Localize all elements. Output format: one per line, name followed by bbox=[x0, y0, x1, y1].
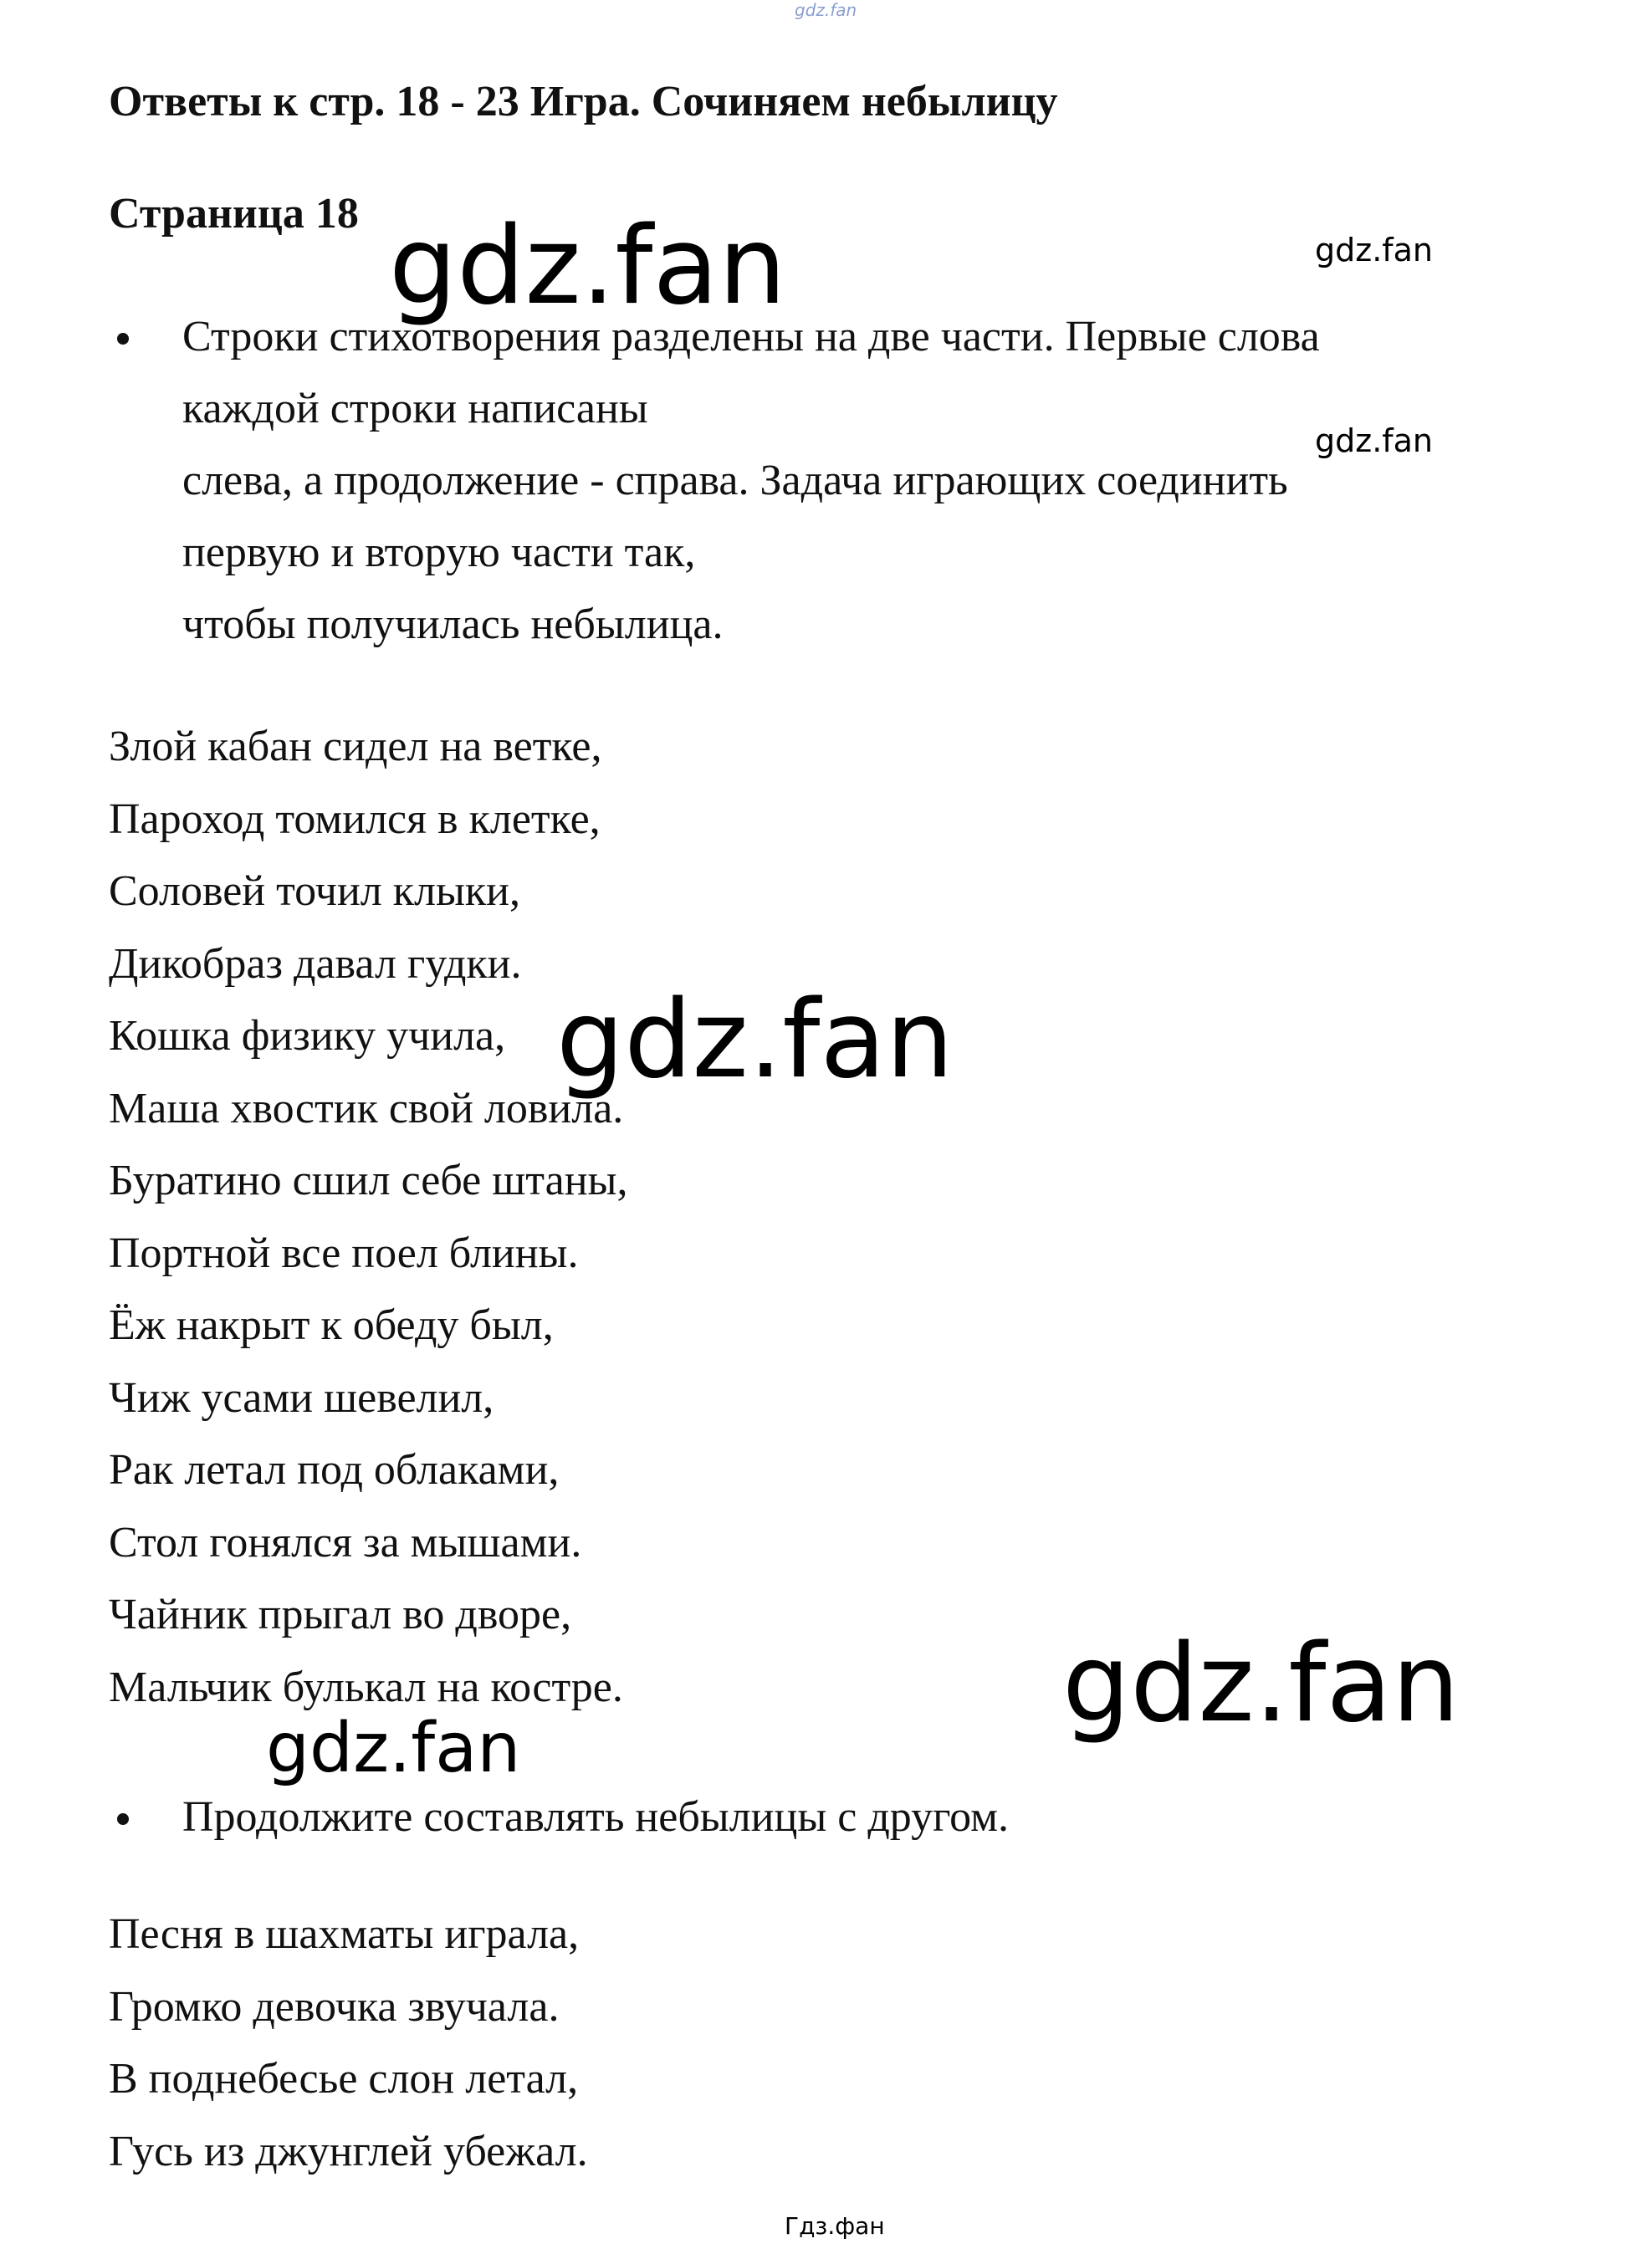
watermark-footer: Гдз.фан bbox=[785, 2212, 885, 2240]
poem-line: Кошка физику учила, bbox=[109, 1012, 506, 1060]
bullet-icon bbox=[117, 333, 129, 345]
text-line: каждой строки написаны bbox=[182, 385, 648, 432]
poem-line: Песня в шахматы играла, bbox=[109, 1910, 580, 1958]
watermark-medium: gdz.fan bbox=[266, 1709, 521, 1788]
page-title: Ответы к стр. 18 - 23 Игра. Сочиняем небылицу bbox=[109, 78, 1058, 125]
page-subtitle: Страница 18 bbox=[109, 190, 359, 238]
text-line: Строки стихотворения разделены на две части. Первые слова bbox=[182, 313, 1320, 360]
watermark-large: gdz.fan bbox=[389, 204, 786, 329]
poem-line: Громко девочка звучала. bbox=[109, 1982, 560, 2031]
poem-main bbox=[109, 711, 627, 1724]
watermark-small: gdz.fan bbox=[1315, 422, 1434, 459]
poem-continuation bbox=[109, 1899, 588, 2188]
poem-line: Злой кабан сидел на ветке, bbox=[109, 723, 602, 770]
poem-line: Дикобраз давал гудки. bbox=[109, 939, 522, 988]
poem-line: Рак летал под облаками, bbox=[109, 1446, 560, 1494]
watermark-large: gdz.fan bbox=[556, 978, 954, 1102]
poem-line: Мальчик булькал на костре. bbox=[109, 1663, 623, 1711]
bullet-text bbox=[182, 301, 1320, 661]
poem-line: Гусь из джунглей убежал. bbox=[109, 2127, 588, 2175]
bullet-text bbox=[182, 1781, 1009, 1853]
poem-line: Портной все поел блины. bbox=[109, 1229, 579, 1277]
watermark-small: gdz.fan bbox=[1315, 232, 1434, 268]
text-line: чтобы получилась небылица. bbox=[182, 601, 724, 648]
watermark-large: gdz.fan bbox=[1062, 1622, 1460, 1746]
poem-line: В поднебесье слон летал, bbox=[109, 2055, 579, 2103]
text-line: слева, а продолжение - справа. Задача играющих соединить bbox=[182, 457, 1288, 504]
poem-line: Маша хвостик свой ловила. bbox=[109, 1084, 624, 1132]
text-line: первую и вторую части так, bbox=[182, 529, 696, 576]
poem-line: Стол гонялся за мышами. bbox=[109, 1518, 582, 1567]
poem-line: Ёж накрыт к обеду был, bbox=[109, 1301, 554, 1349]
poem-line: Соловей точил клыки, bbox=[109, 867, 520, 915]
poem-line: Чайник прыгал во дворе, bbox=[109, 1591, 572, 1638]
poem-line: Чиж усами шевелил, bbox=[109, 1373, 494, 1422]
bullet-icon bbox=[117, 1813, 129, 1825]
text-line: Продолжите составлять небылицы с другом. bbox=[182, 1793, 1010, 1841]
poem-line: Буратино сшил себе штаны, bbox=[109, 1157, 628, 1204]
poem-line: Пароход томился в клетке, bbox=[109, 795, 601, 843]
watermark-top: gdz.fan bbox=[795, 0, 857, 20]
